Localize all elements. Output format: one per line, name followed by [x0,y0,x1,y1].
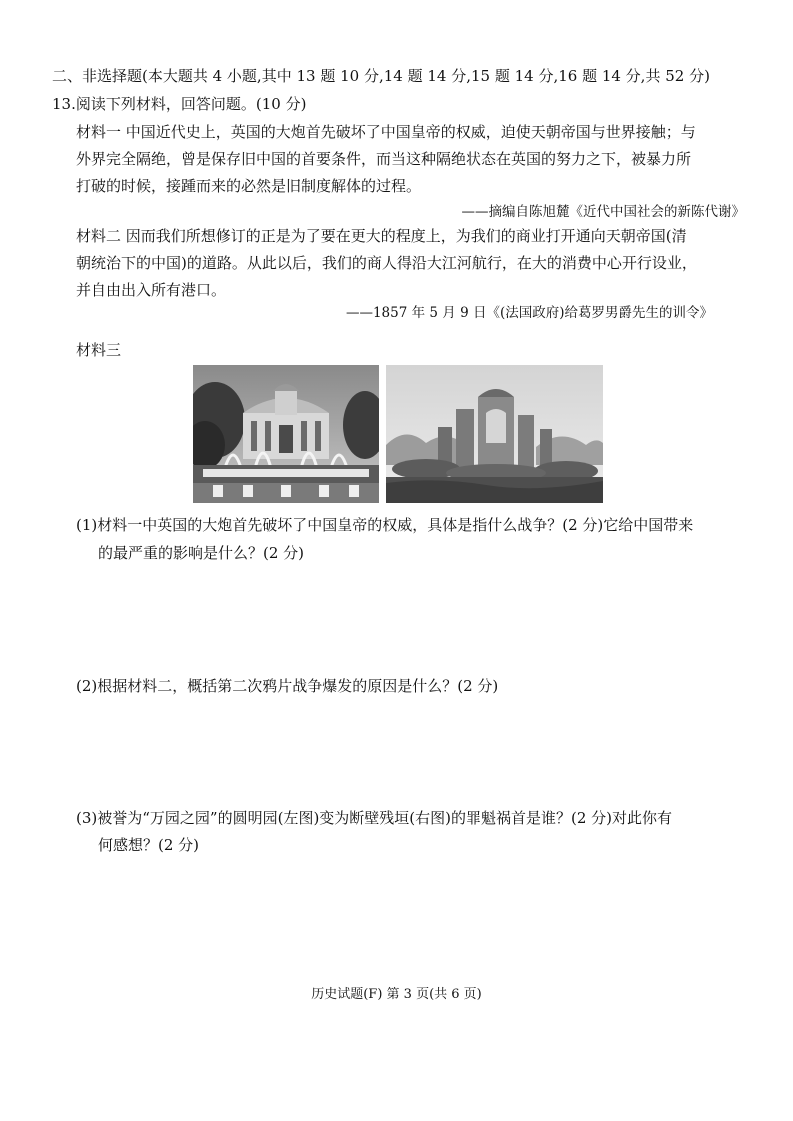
material-3-label: 材料三 [76,341,122,359]
material-1-line: 打破的时候，接踵而来的必然是旧制度解体的过程。 [76,177,422,195]
sub-question-3-line: 何感想？(2 分) [98,836,200,854]
section-heading: 二、非选择题(本大题共 4 小题,其中 13 题 10 分,14 题 14 分,15 题 14 分,16 题 14 分,共 52 分) [52,67,710,85]
sub-question-1-line: (1)材料一中英国的大炮首先破坏了中国皇帝的权威，具体是指什么战争？(2 分)它给中国带来 [76,516,694,534]
page-footer: 历史试题(F) 第 3 页(共 6 页) [311,987,482,1002]
sub-question-1-line: 的最严重的影响是什么？(2 分) [98,544,305,562]
material-2-line: 朝统治下的中国)的道路。从此以后，我们的商人得沿大江河航行，在大的消费中心开行设业， [76,254,697,272]
question-13-intro: 13.阅读下列材料，回答问题。(10 分) [52,95,307,113]
sub-question-3-line: (3)被誉为“万园之园”的圆明园(左图)变为断壁残垣(右图)的罪魁祸首是谁？(2 分)对此你有 [76,809,673,827]
yuanmingyuan-ruins-photo [386,365,603,503]
material-1-line: 材料一 中国近代史上，英国的大炮首先破坏了中国皇帝的权威，迫使天朝帝国与世界接触；与 [76,123,696,141]
sub-question-2: (2)根据材料二，概括第二次鸦片战争爆发的原因是什么？(2 分) [76,677,499,695]
material-2-line: 材料二 因而我们所想修订的正是为了要在更大的程度上，为我们的商业打开通向天朝帝国(清 [76,227,687,245]
material-1-source: ——摘编自陈旭麓《近代中国社会的新陈代谢》 [461,204,745,220]
yuanmingyuan-before-photo [193,365,379,503]
material-2-line: 并自由出入所有港口。 [76,281,227,299]
material-2-source: ——1857 年 5 月 9 日《(法国政府)给葛罗男爵先生的训令》 [345,305,713,321]
material-1-line: 外界完全隔绝，曾是保存旧中国的首要条件，而当这种隔绝状态在英国的努力之下，被暴力所 [76,150,692,168]
